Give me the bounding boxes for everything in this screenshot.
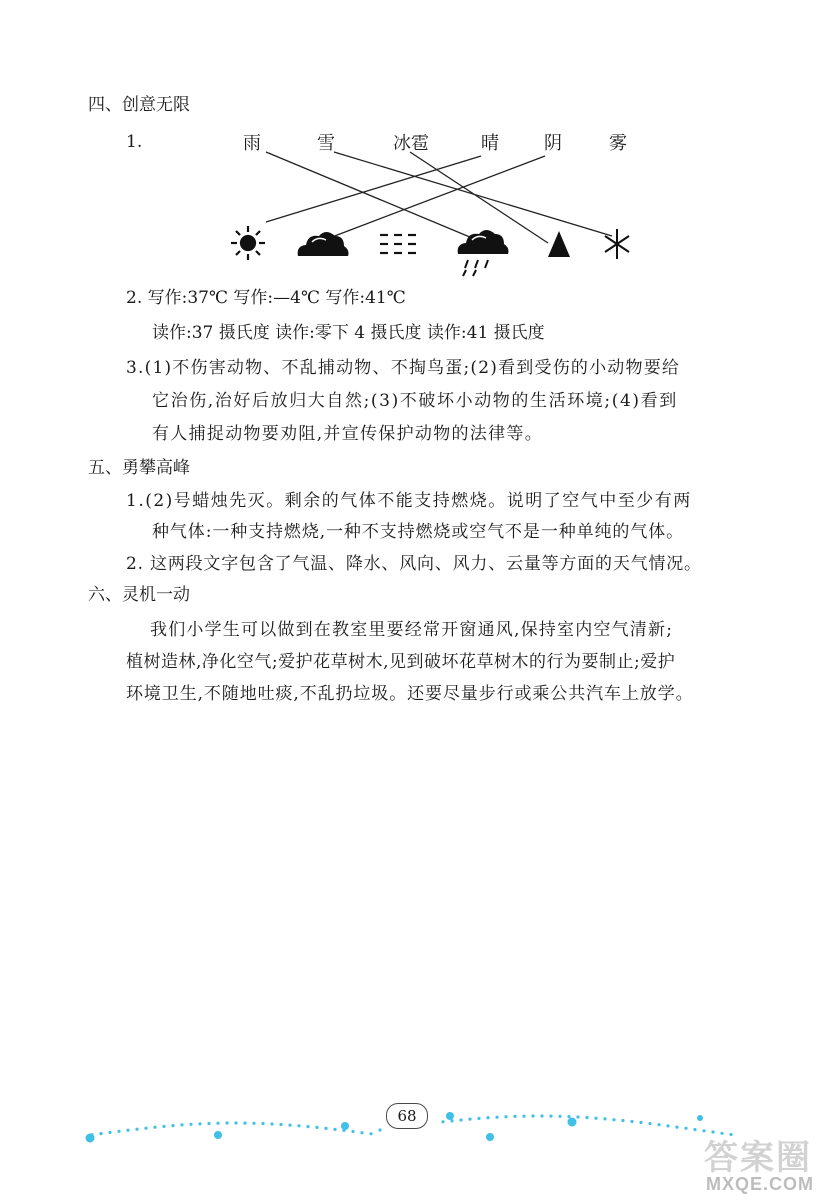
footer-dot bbox=[207, 1122, 210, 1125]
q1-label: 1. bbox=[126, 132, 143, 152]
line-rain-to-rain-cloud bbox=[266, 152, 477, 240]
q2-line1: 2. 写作:37℃ 写作:—4℃ 写作:41℃ bbox=[126, 288, 406, 308]
footer-dot bbox=[675, 1126, 678, 1129]
footer-dot bbox=[513, 1115, 516, 1118]
footer-dot bbox=[279, 1123, 282, 1126]
footer-dot bbox=[225, 1121, 228, 1124]
q2-line2: 读作:37 摄氏度 读作:零下 4 摄氏度 读作:41 摄氏度 bbox=[152, 323, 545, 343]
footer-dot bbox=[594, 1117, 597, 1120]
word-sunny: 晴 bbox=[481, 133, 499, 154]
line-overcast-to-cloudy bbox=[332, 156, 545, 237]
footer-dot bbox=[549, 1115, 552, 1118]
footer-dot bbox=[648, 1122, 651, 1125]
footer-dot bbox=[171, 1124, 174, 1127]
footer-dot bbox=[198, 1122, 201, 1125]
footer-dot bbox=[531, 1114, 534, 1117]
footer-dot bbox=[315, 1126, 318, 1129]
footer-large-dot bbox=[486, 1133, 494, 1141]
word-rain: 雨 bbox=[243, 133, 261, 154]
page-number: 68 bbox=[386, 1103, 428, 1129]
word-fog: 雾 bbox=[609, 133, 627, 154]
footer-dot bbox=[234, 1121, 237, 1124]
watermark-text-cn: 答案圈 bbox=[704, 1139, 812, 1177]
footer-dot bbox=[144, 1127, 147, 1130]
footer-dot bbox=[180, 1123, 183, 1126]
footer-dot bbox=[639, 1121, 642, 1124]
sun-icon bbox=[231, 226, 265, 260]
footer-dot bbox=[468, 1118, 471, 1121]
q3-line2: 它治伤,治好后放归大自然;(3)不破坏小动物的生活环境;(4)看到 bbox=[152, 391, 678, 411]
q5-1-line1: 1.(2)号蜡烛先灭。剩余的气体不能支持燃烧。说明了空气中至少有两 bbox=[126, 491, 692, 511]
para-line2: 植树造林,净化空气;爱护花草树木,见到破坏花草树木的行为要制止;爱护 bbox=[126, 652, 676, 672]
footer-dot bbox=[360, 1131, 363, 1134]
footer-dot bbox=[306, 1125, 309, 1128]
q5-1-line2: 种气体:一种支持燃烧,一种不支持燃烧或空气不是一种单纯的气体。 bbox=[152, 522, 685, 542]
footer-dot bbox=[693, 1128, 696, 1131]
footer-dot bbox=[261, 1122, 264, 1125]
match-lines bbox=[266, 152, 612, 243]
snow-icon bbox=[605, 229, 629, 259]
section4-heading: 四、创意无限 bbox=[88, 95, 190, 115]
fog-icon bbox=[380, 235, 416, 253]
footer-dot bbox=[540, 1114, 543, 1117]
word-overcast: 阴 bbox=[544, 133, 562, 154]
footer-dot bbox=[558, 1115, 561, 1118]
watermark-text-url: MXQE.COM bbox=[706, 1174, 815, 1194]
footer-dot bbox=[576, 1115, 579, 1118]
hail-icon bbox=[548, 231, 570, 257]
footer-dot bbox=[270, 1122, 273, 1125]
footer-dot bbox=[243, 1122, 246, 1125]
footer-dot bbox=[324, 1127, 327, 1130]
footer-dot bbox=[99, 1132, 102, 1135]
footer-dot bbox=[135, 1128, 138, 1131]
footer-dot bbox=[567, 1115, 570, 1118]
matching-diagram bbox=[0, 0, 832, 300]
footer-dot bbox=[603, 1117, 606, 1120]
footer-dot bbox=[333, 1128, 336, 1131]
footer-dot bbox=[504, 1115, 507, 1118]
footer-dot bbox=[126, 1129, 129, 1132]
footer-dot bbox=[441, 1120, 444, 1123]
footer-dot bbox=[621, 1119, 624, 1122]
para-line3: 环境卫生,不随地吐痰,不乱扔垃圾。还要尽量步行或乘公共汽车上放学。 bbox=[126, 684, 694, 704]
footer-dot bbox=[666, 1124, 669, 1127]
footer-large-dot bbox=[86, 1134, 95, 1143]
q3-line1: 3.(1)不伤害动物、不乱捕动物、不掏鸟蛋;(2)看到受伤的小动物要给 bbox=[126, 358, 681, 378]
footer-large-dot bbox=[568, 1118, 577, 1127]
footer-dot bbox=[288, 1124, 291, 1127]
footer-dot bbox=[378, 1128, 381, 1131]
line-hail-to-hail bbox=[410, 152, 548, 243]
section6-heading: 六、灵机一动 bbox=[88, 585, 190, 605]
footer-large-dot bbox=[446, 1112, 454, 1120]
cloudy-icon bbox=[298, 232, 349, 256]
word-hail: 冰雹 bbox=[393, 133, 429, 154]
footer-large-dot bbox=[214, 1131, 222, 1139]
q3-line3: 有人捕捉动物要劝阻,并宣传保护动物的法律等。 bbox=[152, 424, 544, 444]
footer-dot bbox=[630, 1120, 633, 1123]
q5-2-line1: 2. 这两段文字包含了气温、降水、风向、风力、云量等方面的天气情况。 bbox=[126, 554, 702, 574]
footer-dot bbox=[477, 1117, 480, 1120]
footer-dot bbox=[486, 1116, 489, 1119]
footer-large-dot bbox=[341, 1122, 349, 1130]
footer-dot bbox=[108, 1131, 111, 1134]
footer-dot bbox=[684, 1127, 687, 1130]
footer-dot bbox=[117, 1130, 120, 1133]
para-line1: 我们小学生可以做到在教室里要经常开窗通风,保持室内空气清新; bbox=[150, 620, 674, 640]
watermark-logo bbox=[700, 1130, 828, 1196]
footer-large-dot bbox=[697, 1115, 703, 1121]
footer-dot bbox=[585, 1116, 588, 1119]
footer-dot bbox=[612, 1118, 615, 1121]
footer-dot bbox=[162, 1125, 165, 1128]
footer-dot bbox=[459, 1118, 462, 1121]
footer-dot bbox=[522, 1115, 525, 1118]
footer-dot bbox=[252, 1122, 255, 1125]
footer-dot bbox=[657, 1123, 660, 1126]
footer-dot bbox=[216, 1122, 219, 1125]
footer-dot bbox=[351, 1130, 354, 1133]
word-snow: 雪 bbox=[317, 133, 335, 154]
footer-dot bbox=[189, 1123, 192, 1126]
footer-dot bbox=[297, 1124, 300, 1127]
footer-dot bbox=[369, 1132, 372, 1135]
rain-cloud-icon bbox=[458, 230, 509, 276]
footer-dot bbox=[495, 1116, 498, 1119]
section5-heading: 五、勇攀高峰 bbox=[88, 458, 190, 478]
footer-dot bbox=[153, 1126, 156, 1129]
